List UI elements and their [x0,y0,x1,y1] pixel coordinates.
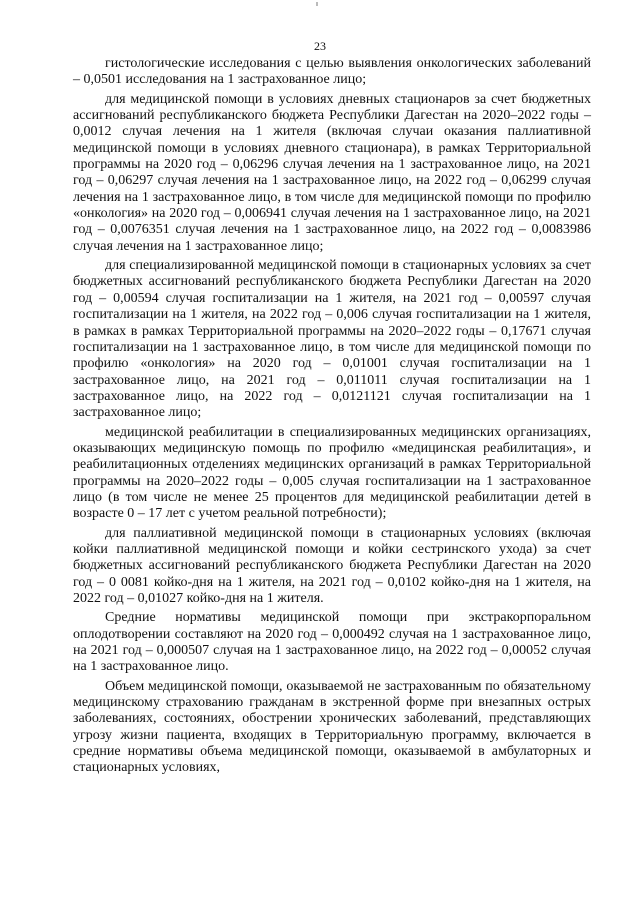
paragraph: для специализированной медицинской помощи в стационарных условиях за счет бюджетных ассигнований республиканского бюджета Республики Дагестан на 2020 год – 0,00594 случая госпитализации на 1 жителя, на 2021 год – 0,00597 случая госпитализации на 1 жителя, на 2022 год – 0,006 случая госпитализации на 1 жителя, в рамках в рамках Территориальной программы на 2020–2022 годы – 0,17671 случая госпитализации на 1 застрахованное лицо, в том числе для медицинской помощи по профилю «онкология» на 2020 год – 0,01001 случая госпитализации на 1 застрахованное лицо, на 2021 год – 0,011011 случая госпитализации на 1 застрахованное лицо, на 2022 год – 0,0121121 случая госпитализации на 1 застрахованное лицо; [73,258,591,421]
paragraph: медицинской реабилитации в специализированных медицинских организациях, оказывающих медицинскую помощь по профилю «медицинская реабилитация», и реабилитационных отделениях медицинских организаций в рамках Территориальной программы на 2020–2022 годы – 0,005 случая госпитализации на 1 застрахованное лицо (в том числе не менее 25 процентов для медицинской реабилитации детей в возрасте 0 – 17 лет с учетом реальной потребности); [73,424,591,522]
paragraph: для медицинской помощи в условиях дневных стационаров за счет бюджетных ассигнований республиканского бюджета Республики Дагестан на 2020–2022 годы – 0,0012 случая лечения на 1 жителя (включая случаи оказания паллиативной медицинской помощи в условиях дневного стационара), в рамках Территориальной программы на 2020 год – 0,06296 случая лечения на 1 застрахованное лицо, на 2021 год – 0,06297 случая лечения на 1 застрахованное лицо, на 2022 год – 0,06299 случая лечения на 1 застрахованное лицо, в том числе для медицинской помощи по профилю «онкология» на 2020 год – 0,006941 случая лечения на 1 застрахованное лицо, на 2021 год – 0,0076351 случая лечения на 1 застрахованное лицо, на 2022 год – 0,0083986 случая лечения на 1 застрахованное лицо; [73,91,591,254]
paragraph: Средние нормативы медицинской помощи при экстракорпоральном оплодотворении составляют на 2020 год – 0,000492 случая на 1 застрахованное лицо, на 2021 год – 0,000507 случая на 1 застрахованное лицо, на 2022 год – 0,00052 случая на 1 застрахованное лицо. [73,610,591,675]
paragraph: Объем медицинской помощи, оказываемой не застрахованным по обязательному медицинскому страхованию гражданам в экстренной форме при внезапных острых заболеваниях, состояниях, обострении хронических заболеваний, представляющих угрозу жизни пациента, входящих в Территориальную программу, включается в средние нормативы объема медицинской помощи, оказываемой в амбулаторных и стационарных условиях, [73,678,591,776]
paragraph: для паллиативной медицинской помощи в стационарных условиях (включая койки паллиативной медицинской помощи и койки сестринского ухода) за счет бюджетных ассигнований республиканского бюджета Республики Дагестан на 2020 год – 0 0081 койко-дня на 1 жителя, на 2021 год – 0,0102 койко-дня на 1 жителя, на 2022 год – 0,01027 койко-дня на 1 жителя. [73,525,591,606]
document-body [73,56,591,777]
page-number: 23 [314,39,326,53]
scan-mark [316,2,318,6]
paragraph: гистологические исследования с целью выявления онкологических заболеваний – 0,0501 исследования на 1 застрахованное лицо; [73,56,591,88]
